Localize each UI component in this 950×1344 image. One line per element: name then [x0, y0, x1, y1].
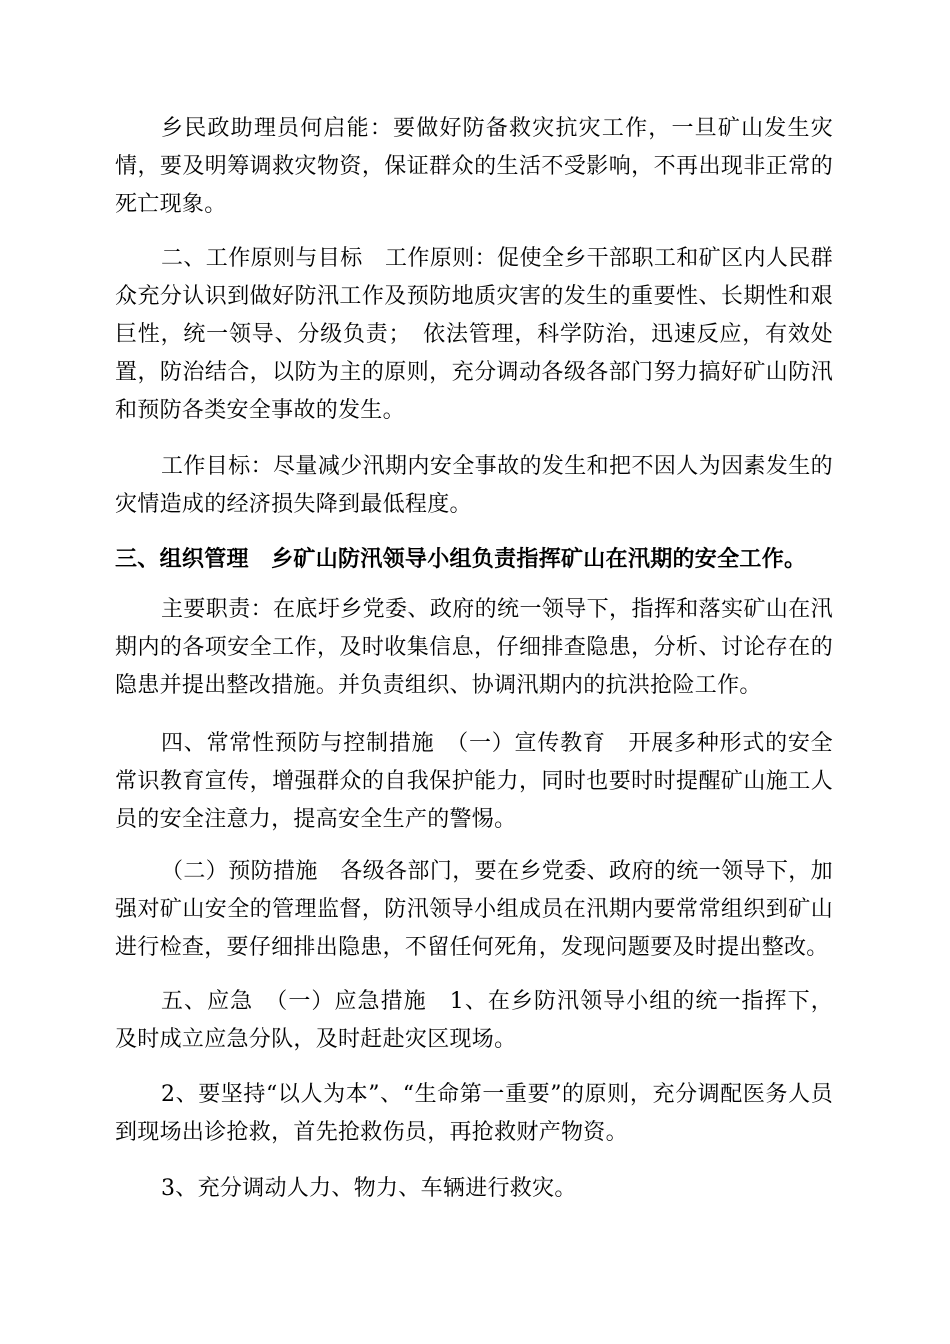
heading-organization-management: 三、组织管理 乡矿山防汛领导小组负责指挥矿山在汛期的安全工作。 [115, 547, 807, 572]
paragraph-civil-affairs: 乡民政助理员何启能：要做好防备救灾抗灾工作，一旦矿山发生灾情，要及明筹调救灾物资，保证群众的生活不受影响，不再出现非正常的死亡现象。 [115, 116, 833, 217]
paragraph-work-goal: 工作目标：尽量减少汛期内安全事故的发生和把不因人为因素发生的灾情造成的经济损失降到最低程度。 [115, 454, 833, 517]
paragraph-prevention-measures: （二）预防措施 各级各部门，要在乡党委、政府的统一领导下，加强对矿山安全的管理监督，防汛领导小组成员在汛期内要常常组织到矿山进行检查，要仔细排出隐患，不留任何死角，发现问题要及时提出整改。 [115, 859, 833, 960]
paragraph-prevention-education: 四、常常性预防与控制措施 （一）宣传教育 开展多种形式的安全常识教育宣传，增强群众的自我保护能力，同时也要时时提醒矿山施工人员的安全注意力，提高安全生产的警惕。 [115, 731, 833, 832]
paragraph-principles-goals: 二、工作原则与目标 工作原则：促使全乡干部职工和矿区内人民群众充分认识到做好防汛工作及预防地质灾害的发生的重要性、长期性和艰巨性，统一领导、分级负责； 依法管理，科学防治，迅速反应，有效处置，防治结合，以防为主的原则，充分调动各级各部门努力搞好矿山防汛和预防各类安全事故的发生。 [115, 246, 833, 423]
paragraph-emergency-resources: 3、充分调动人力、物力、车辆进行救灾。 [161, 1176, 577, 1201]
paragraph-main-duties: 主要职责：在底圩乡党委、政府的统一领导下，指挥和落实矿山在汛期内的各项安全工作，及时收集信息，仔细排查隐患，分析、讨论存在的隐患并提出整改措施。并负责组织、协调汛期内的抗洪抢险工作。 [115, 597, 833, 698]
paragraph-emergency-measures: 五、应急 （一）应急措施 1、在乡防汛领导小组的统一指挥下，及时成立应急分队，及时赶赴灾区现场。 [115, 989, 833, 1052]
paragraph-emergency-rescue: 2、要坚持“以人为本”、“生命第一重要”的原则，充分调配医务人员到现场出诊抢救，首先抢救伤员，再抢救财产物资。 [115, 1082, 833, 1145]
